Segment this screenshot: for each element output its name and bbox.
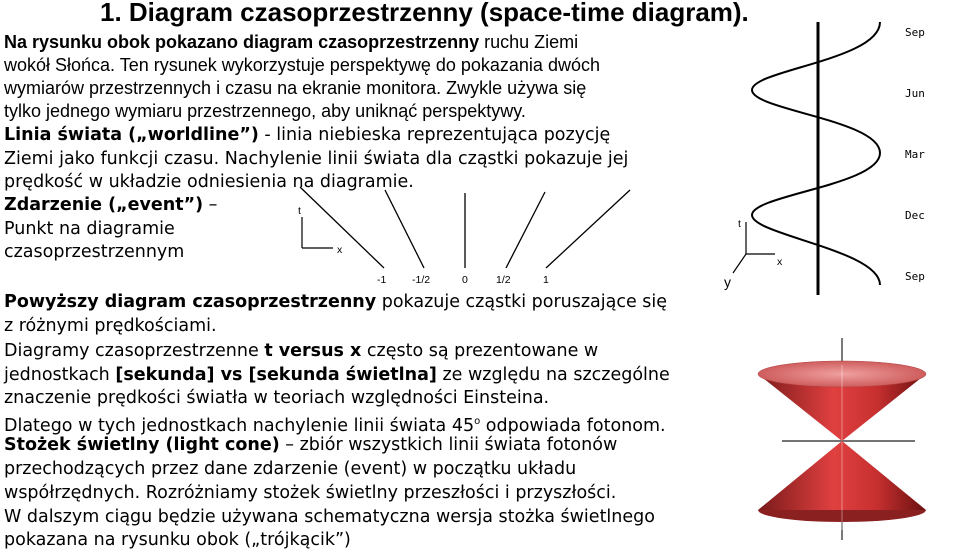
diagram-line-2: z różnymi prędkościami. — [4, 316, 217, 336]
velocity-label-plus-1: 1 — [543, 274, 549, 286]
month-label-mar: Mar — [905, 148, 925, 161]
cone-line-5: pokazana na rysunku obok („trójkącik”) — [4, 530, 351, 550]
velocity-label-zero: 0 — [462, 274, 468, 286]
worldline-term: Linia świata („worldline”) — [4, 125, 259, 145]
units-line-1-a: Diagramy czasoprzestrzenne — [4, 341, 265, 361]
event-term: Zdarzenie („event”) — [4, 195, 204, 215]
units-line-1-c: często są prezentowane w — [361, 341, 599, 361]
units-line-3: znaczenie prędkości światła w teoriach względności Einsteina. — [4, 388, 550, 408]
worldline-line-1-rest: - linia niebieska reprezentująca pozycję — [258, 125, 611, 145]
velocity-label-minus-1: -1 — [377, 274, 387, 286]
units-term-t-vs-x: t versus x — [264, 341, 362, 361]
event-line-3: czasoprzestrzennym — [4, 242, 185, 262]
cone-term: Stożek świetlny (light cone) — [4, 435, 280, 455]
worldline-line-3: prędkość w układzie odniesienia na diagramie. — [4, 172, 414, 192]
intro-line-3: wymiarów przestrzennych i czasu na ekranie monitora. Zwykle używa się — [4, 78, 587, 98]
intro-line-4: tylko jednego wymiaru przestrzennego, aby uniknąć perspektywy. — [4, 101, 526, 121]
event-line-2: Punkt na diagramie — [4, 219, 175, 239]
month-label-sep-bottom: Sep — [905, 270, 925, 283]
units-line-4-a: Dlatego w tych jednostkach nachylenie linii świata 45 — [4, 415, 475, 436]
month-label-sep-top: Sep — [905, 26, 925, 39]
diagram-line-1-rest: pokazuje cząstki poruszające się — [376, 292, 668, 312]
intro-line-2: wokół Słońca. Ten rysunek wykorzystuje perspektywę do pokazania dwóch — [4, 55, 600, 75]
event-line-1-rest: – — [203, 195, 218, 215]
month-label-dec: Dec — [905, 209, 925, 222]
axis-label-t: t — [298, 205, 301, 217]
cone-line-3: współrzędnych. Rozróżniamy stożek świetlny przeszłości i przyszłości. — [4, 483, 617, 503]
units-line-2-c: ze względu na szczególne — [436, 365, 670, 385]
worldline-line-2: Ziemi jako funkcji czasu. Nachylenie linii świata dla cząstki pokazuje jej — [4, 149, 629, 169]
degree-superscript: o — [474, 416, 481, 427]
page-title: 1. Diagram czasoprzestrzenny (space-time diagram). — [100, 0, 749, 27]
intro-highlight: Na rysunku obok pokazano diagram czasoprzestrzenny — [4, 32, 480, 52]
cone-line-2: przechodzących przez dane zdarzenie (event) w początku układu — [4, 459, 577, 479]
units-line-2-a: jednostkach — [4, 365, 116, 385]
helix-axis-label-y: y — [724, 274, 731, 290]
cone-line-4: W dalszym ciągu będzie używana schematyczna wersja stożka świetlnego — [4, 507, 655, 527]
units-term-seconds: [sekunda] vs [sekunda świetlna] — [115, 365, 437, 385]
axis-label-x: x — [337, 244, 343, 256]
velocity-label-plus-half: 1/2 — [496, 274, 511, 286]
month-label-jun: Jun — [905, 87, 925, 100]
intro-line-1-rest: ruchu Ziemi — [479, 32, 579, 52]
cone-line-1-rest: – zbiór wszystkich linii świata fotonów — [279, 435, 618, 455]
units-line-4-c: odpowiada fotonom. — [480, 415, 666, 436]
diagram-term: Powyższy diagram czasoprzestrzenny — [4, 292, 377, 312]
helix-axis-label-t: t — [738, 218, 741, 230]
helix-axis-label-x: x — [777, 256, 783, 268]
velocity-label-minus-half: -1/2 — [412, 274, 431, 286]
